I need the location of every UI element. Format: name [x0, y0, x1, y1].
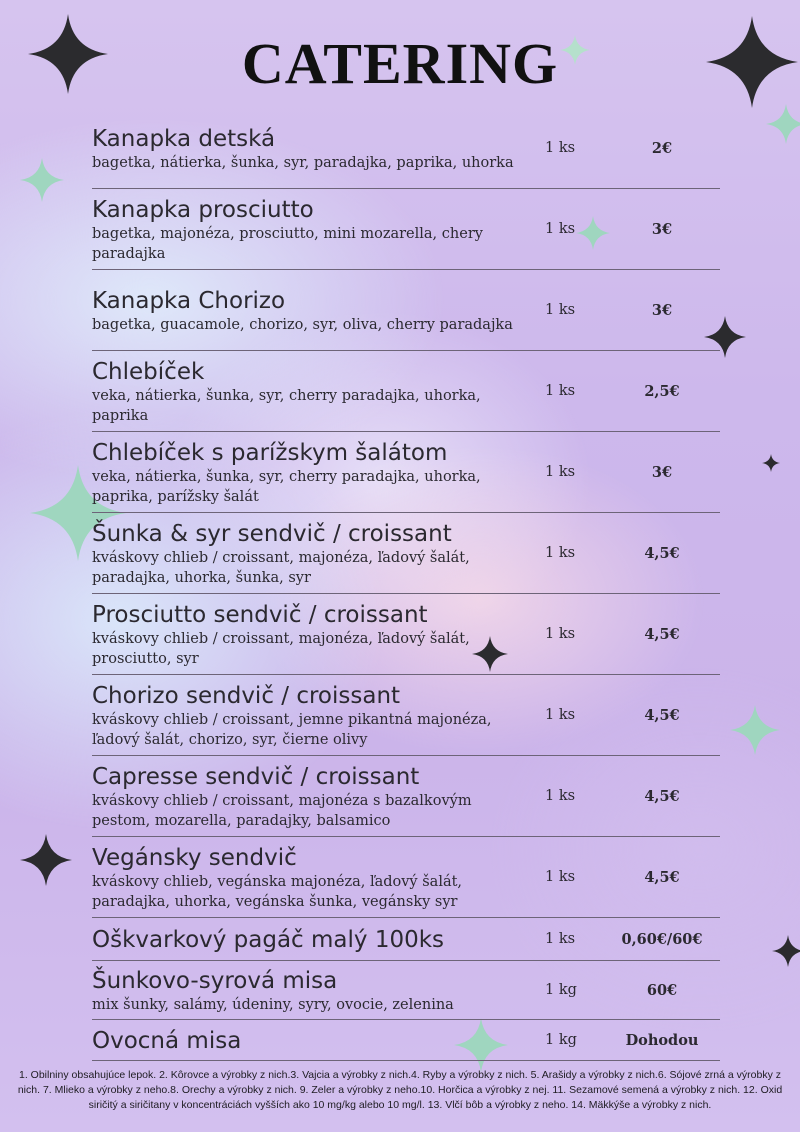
- item-name: Prosciutto sendvič / croissant: [92, 602, 428, 628]
- item-price: 3€: [651, 463, 673, 481]
- item-quantity: 1 kg: [545, 1032, 577, 1048]
- menu-item: [92, 108, 720, 189]
- item-quantity: 1 ks: [545, 707, 576, 723]
- item-quantity: 1 ks: [545, 464, 576, 480]
- item-price: 4,5€: [644, 868, 680, 886]
- item-price: 4,5€: [644, 544, 680, 562]
- item-name: Vegánsky sendvič: [92, 845, 297, 871]
- mint-sparkle-icon: [730, 698, 780, 762]
- item-name: Kanapka Chorizo: [92, 288, 286, 314]
- item-description: kváskovy chlieb / croissant, majonéza, ľadový šalát, paradajka, uhorka, šunka, syr: [92, 550, 470, 586]
- menu-item: [92, 432, 720, 513]
- menu-item: [92, 675, 720, 756]
- item-quantity: 1 ks: [545, 788, 576, 804]
- item-quantity: 1 ks: [545, 383, 576, 399]
- item-name: Chlebíček s parížskym šalátom: [92, 440, 448, 466]
- item-name: Oškvarkový pagáč malý 100ks: [92, 927, 445, 953]
- item-quantity: 1 ks: [545, 221, 576, 237]
- menu-item: [92, 1020, 720, 1061]
- item-description: mix šunky, salámy, údeniny, syry, ovocie, zelenina: [92, 997, 454, 1013]
- item-quantity: 1 kg: [545, 982, 577, 998]
- item-price: 2,5€: [644, 382, 680, 400]
- menu-item: [92, 270, 720, 351]
- item-quantity: 1 ks: [545, 140, 576, 156]
- menu-item: [92, 594, 720, 675]
- item-description: veka, nátierka, šunka, syr, cherry paradajka, uhorka, paprika, parížsky šalát: [92, 469, 481, 505]
- item-name: Šunkovo-syrová misa: [92, 968, 338, 994]
- menu-item: [92, 351, 720, 432]
- item-price: 4,5€: [644, 706, 680, 724]
- item-name: Chorizo sendvič / croissant: [92, 683, 401, 709]
- menu-item: [92, 961, 720, 1020]
- allergen-footnote: 1. Obilniny obsahujúce lepok. 2. Kôrovce a výrobky z nich.3. Vajcia a výrobky z nich.4. Ryby a výrobky z nich. 5. Arašidy a výrobky z nich.6. Sójové zrná a výrobky z nich. 7. Mlieko a výrobky z neho.8. Orechy a výrobky z nich. 9. Zeler a výrobky z neho.10. Horčica a výrobky z nej. 11. Sezamové semená a výrobky z nich. 12. Oxid siričitý a siričitany v koncentráciách vyšších ako 10 mg/kg alebo 10 mg/l. 13. Vlčí bôb a výrobky z neho. 14. Mäkkýše a výrobky z nich.: [17, 1069, 783, 1111]
- mint-sparkle-icon: [766, 92, 800, 156]
- menu-item: [92, 756, 720, 837]
- dark-sparkle-icon: [762, 452, 780, 474]
- item-quantity: 1 ks: [545, 931, 576, 947]
- item-quantity: 1 ks: [545, 302, 576, 318]
- dark-sparkle-icon: [772, 928, 800, 974]
- item-description: bagetka, guacamole, chorizo, syr, oliva, cherry paradajka: [92, 317, 513, 333]
- menu-item: [92, 918, 720, 961]
- menu-item: [92, 837, 720, 918]
- item-description: kváskovy chlieb / croissant, jemne pikantná majonéza, ľadový šalát, chorizo, syr, čierne olivy: [92, 712, 492, 748]
- item-price: 3€: [651, 220, 673, 238]
- item-quantity: 1 ks: [545, 869, 576, 885]
- page-title: CATERING: [241, 31, 559, 96]
- dark-sparkle-icon: [20, 828, 72, 892]
- item-price: Dohodou: [625, 1031, 699, 1049]
- item-description: kváskovy chlieb, vegánska majonéza, ľadový šalát, paradajka, uhorka, vegánska šunka, vegánsky syr: [92, 874, 463, 910]
- item-price: 0,60€/60€: [621, 930, 703, 948]
- item-description: bagetka, nátierka, šunka, syr, paradajka, paprika, uhorka: [92, 155, 514, 171]
- item-description: bagetka, majonéza, prosciutto, mini mozarella, chery paradajka: [92, 226, 483, 262]
- menu-item: [92, 513, 720, 594]
- item-name: Capresse sendvič / croissant: [92, 764, 420, 790]
- item-name: Ovocná misa: [92, 1028, 242, 1054]
- item-description: kváskovy chlieb / croissant, majonéza s bazalkovým pestom, mozarella, paradajky, balsamico: [92, 793, 472, 829]
- item-description: kváskovy chlieb / croissant, majonéza, ľadový šalát, prosciutto, syr: [92, 631, 470, 667]
- item-price: 4,5€: [644, 787, 680, 805]
- mint-sparkle-icon: [20, 152, 64, 208]
- item-price: 2€: [651, 139, 673, 157]
- item-quantity: 1 ks: [545, 626, 576, 642]
- item-quantity: 1 ks: [545, 545, 576, 561]
- item-name: Kanapka detská: [92, 126, 276, 152]
- item-name: Kanapka prosciutto: [92, 197, 314, 223]
- item-name: Chlebíček: [92, 359, 205, 385]
- item-description: veka, nátierka, šunka, syr, cherry paradajka, uhorka, paprika: [92, 388, 481, 424]
- menu-list: [92, 108, 720, 1061]
- item-price: 3€: [651, 301, 673, 319]
- item-name: Šunka & syr sendvič / croissant: [92, 521, 452, 547]
- menu-item: [92, 189, 720, 270]
- item-price: 4,5€: [644, 625, 680, 643]
- item-price: 60€: [646, 981, 678, 999]
